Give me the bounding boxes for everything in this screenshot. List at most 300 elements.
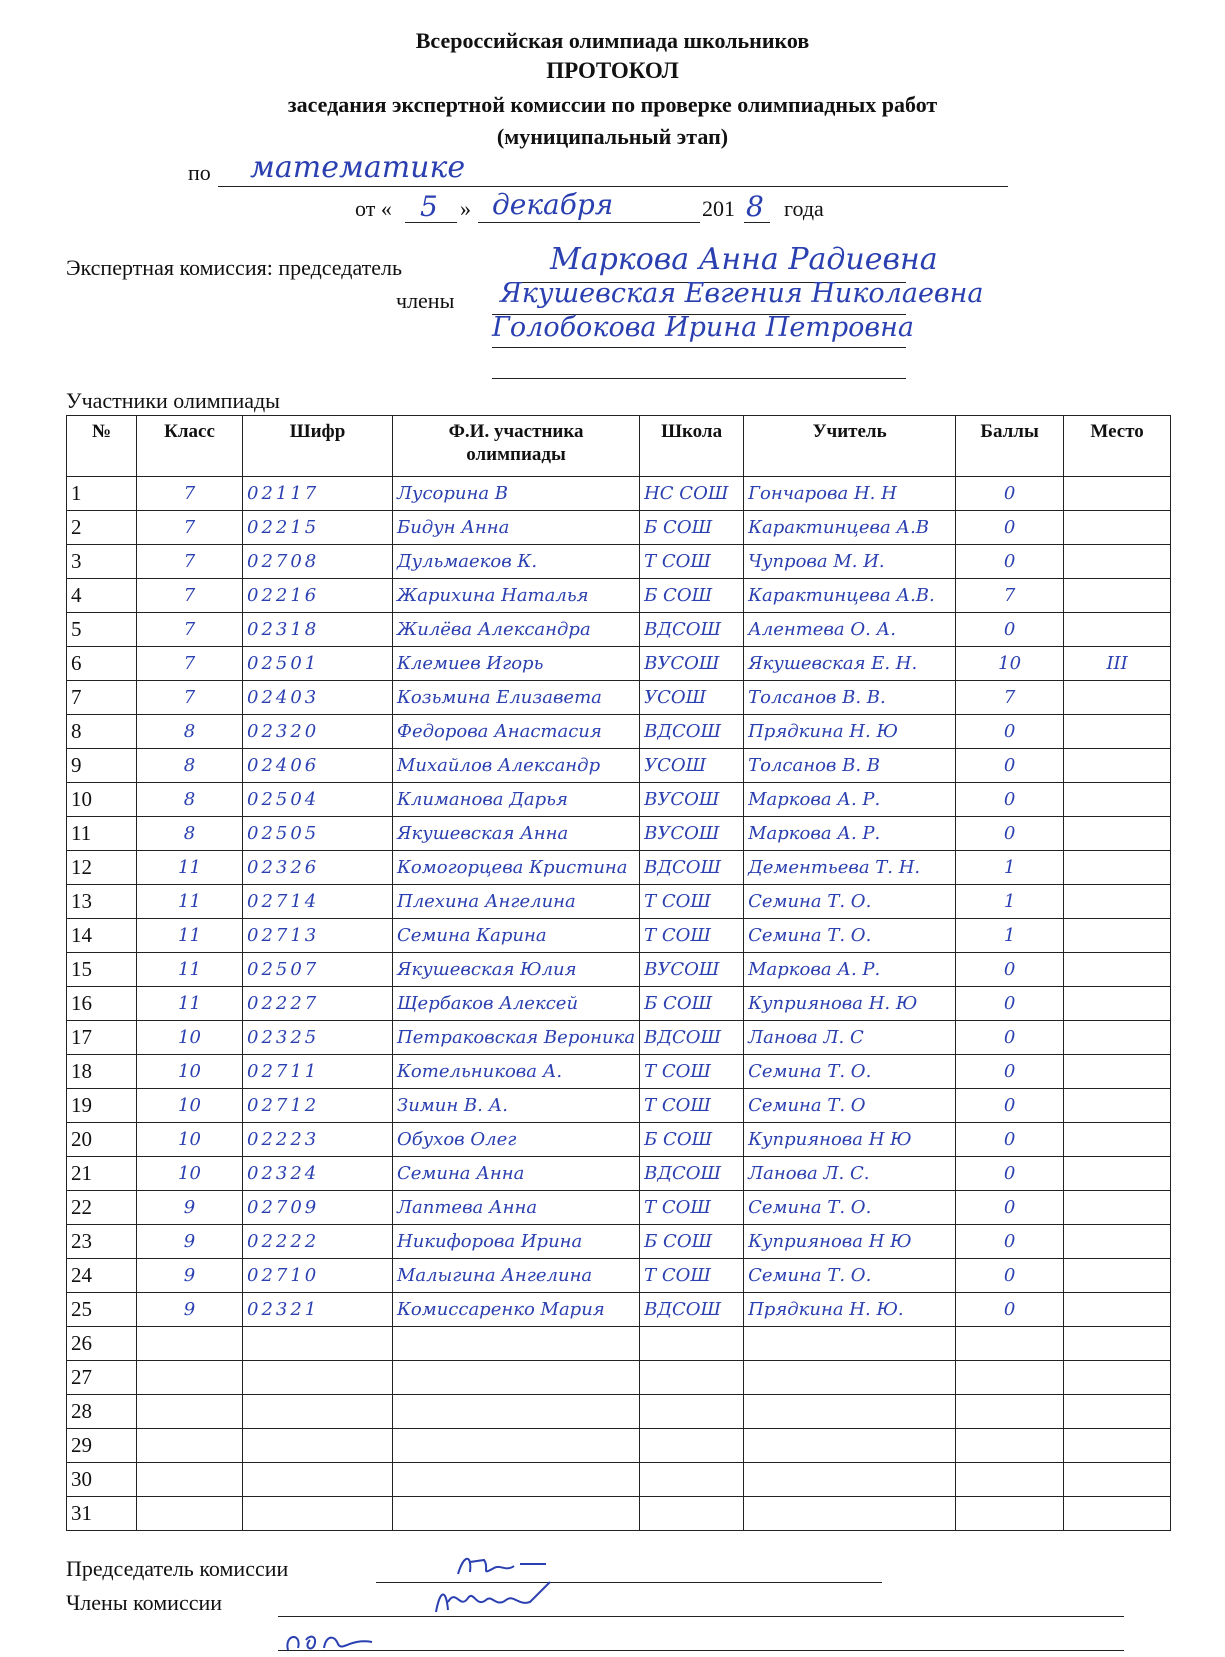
cell-teacher [744,1429,956,1463]
cell-number: 22 [67,1191,137,1225]
cell-participant: Дульмаеков К. [393,545,640,579]
date-prefix: от « [355,196,392,221]
cell-score: 0 [956,511,1064,545]
cell-score: 0 [956,817,1064,851]
cell-participant: Малыгина Ангелина [393,1259,640,1293]
header-teacher: Учитель [744,416,956,477]
cell-place [1064,613,1171,647]
cell-number: 16 [67,987,137,1021]
cell-score: 0 [956,749,1064,783]
cell-number: 10 [67,783,137,817]
cell-teacher: Толсанов В. В. [744,681,956,715]
cell-number: 7 [67,681,137,715]
cell-cipher: 02406 [243,749,393,783]
cell-cipher: 02227 [243,987,393,1021]
cell-place [1064,749,1171,783]
table-row [67,1191,1171,1225]
cell-school: УСОШ [640,681,744,715]
cell-cipher: 02222 [243,1225,393,1259]
cell-teacher: Семина Т. О. [744,1191,956,1225]
date-day: 5 [420,190,438,223]
cell-grade [137,1497,243,1531]
cell-teacher: Куприянова Н Ю [744,1225,956,1259]
table-body [67,477,1171,1531]
table-row [67,1089,1171,1123]
cell-score: 7 [956,681,1064,715]
cell-teacher: Карактинцева А.В [744,511,956,545]
cell-school: Т СОШ [640,885,744,919]
cell-teacher [744,1497,956,1531]
cell-number: 2 [67,511,137,545]
cell-school: Б СОШ [640,987,744,1021]
table-row [67,851,1171,885]
cell-grade: 8 [137,783,243,817]
cell-score: 0 [956,1259,1064,1293]
cell-grade: 7 [137,511,243,545]
cell-cipher: 02505 [243,817,393,851]
cell-school: Т СОШ [640,1089,744,1123]
cell-school [640,1429,744,1463]
cell-grade [137,1463,243,1497]
cell-score: 0 [956,613,1064,647]
table-row [67,1021,1171,1055]
table-row [67,1361,1171,1395]
cell-score: 0 [956,545,1064,579]
cell-grade: 11 [137,987,243,1021]
cell-score [956,1361,1064,1395]
cell-grade: 7 [137,545,243,579]
cell-teacher: Гончарова Н. Н [744,477,956,511]
cell-cipher: 02710 [243,1259,393,1293]
cell-place [1064,511,1171,545]
cell-cipher: 02708 [243,545,393,579]
date-year-digit: 8 [746,190,764,223]
cell-number: 9 [67,749,137,783]
subject-label: по [188,160,211,185]
cell-place [1064,919,1171,953]
member-signature-2 [280,1620,390,1656]
cell-number: 11 [67,817,137,851]
cell-participant: Лусорина В [393,477,640,511]
table-row [67,1395,1171,1429]
header-cipher: Шифр [243,416,393,477]
header-grade: Класс [137,416,243,477]
cell-grade: 10 [137,1157,243,1191]
cell-participant [393,1429,640,1463]
cell-school: Б СОШ [640,511,744,545]
cell-number: 31 [67,1497,137,1531]
cell-number: 18 [67,1055,137,1089]
cell-cipher: 02216 [243,579,393,613]
table-row [67,1123,1171,1157]
cell-participant: Семина Анна [393,1157,640,1191]
cell-score [956,1497,1064,1531]
cell-place [1064,817,1171,851]
cell-school: ВДСОШ [640,613,744,647]
cell-place [1064,953,1171,987]
cell-cipher: 02321 [243,1293,393,1327]
cell-number: 28 [67,1395,137,1429]
commission-chair: Маркова Анна Радиевна [550,242,938,277]
cell-score: 0 [956,1225,1064,1259]
cell-school: Б СОШ [640,1123,744,1157]
chair-signature [450,1548,560,1582]
cell-teacher: Толсанов В. В [744,749,956,783]
table-row [67,477,1171,511]
cell-participant: Петраковская Вероника [393,1021,640,1055]
cell-score: 1 [956,919,1064,953]
cell-place [1064,1055,1171,1089]
subject-value: математике [250,150,466,185]
header-meeting: заседания экспертной комиссии по проверке олимпиадных работ [287,92,938,117]
cell-cipher: 02501 [243,647,393,681]
cell-place [1064,1361,1171,1395]
cell-place [1064,1191,1171,1225]
cell-place [1064,1157,1171,1191]
cell-place [1064,1327,1171,1361]
date-suffix: года [784,196,824,221]
cell-grade: 9 [137,1191,243,1225]
cell-school: Б СОШ [640,579,744,613]
cell-teacher: Куприянова Н. Ю [744,987,956,1021]
cell-score: 0 [956,1293,1064,1327]
cell-cipher: 02504 [243,783,393,817]
table-row [67,1157,1171,1191]
cell-school [640,1361,744,1395]
cell-grade [137,1327,243,1361]
cell-grade: 9 [137,1259,243,1293]
cell-teacher [744,1463,956,1497]
cell-participant: Котельникова А. [393,1055,640,1089]
cell-participant: Климанова Дарья [393,783,640,817]
cell-score: 7 [956,579,1064,613]
cell-school: УСОШ [640,749,744,783]
cell-place [1064,885,1171,919]
member-signature-1 [430,1578,580,1618]
cell-number: 1 [67,477,137,511]
cell-teacher [744,1395,956,1429]
cell-school: ВДСОШ [640,1021,744,1055]
cell-place [1064,987,1171,1021]
cell-grade: 11 [137,953,243,987]
footer-chair-label: Председатель комиссии [66,1556,289,1581]
cell-score: 1 [956,885,1064,919]
subject-underline [218,186,1008,187]
cell-cipher: 02318 [243,613,393,647]
header-school: Школа [640,416,744,477]
cell-score: 0 [956,1021,1064,1055]
cell-place [1064,715,1171,749]
cell-grade: 11 [137,919,243,953]
commission-label: Экспертная комиссия: председатель [66,255,403,280]
cell-school [640,1395,744,1429]
cell-place [1064,1123,1171,1157]
footer-members-label: Члены комиссии [66,1590,223,1615]
cell-score: 0 [956,1089,1064,1123]
cell-place [1064,1395,1171,1429]
cell-cipher: 02714 [243,885,393,919]
cell-participant: Комогорцева Кристина [393,851,640,885]
cell-teacher: Куприянова Н Ю [744,1123,956,1157]
cell-place [1064,477,1171,511]
cell-number: 19 [67,1089,137,1123]
cell-score: 0 [956,477,1064,511]
table-row [67,783,1171,817]
cell-cipher [243,1395,393,1429]
cell-school [640,1497,744,1531]
cell-school: ВУСОШ [640,817,744,851]
cell-teacher: Алентева О. А. [744,613,956,647]
cell-grade: 7 [137,647,243,681]
cell-grade: 8 [137,749,243,783]
cell-grade: 10 [137,1123,243,1157]
cell-score: 1 [956,851,1064,885]
header-place: Место [1064,416,1171,477]
cell-place: III [1064,647,1171,681]
cell-place [1064,1089,1171,1123]
cell-school: ВДСОШ [640,851,744,885]
cell-participant [393,1395,640,1429]
cell-school: НС СОШ [640,477,744,511]
cell-place [1064,1293,1171,1327]
cell-cipher: 02713 [243,919,393,953]
cell-participant: Плехина Ангелина [393,885,640,919]
header-olympiad: Всероссийская олимпиада школьников [415,28,810,53]
table-row [67,545,1171,579]
cell-score [956,1327,1064,1361]
cell-grade: 10 [137,1021,243,1055]
table-row [67,1225,1171,1259]
table-row [67,919,1171,953]
cell-cipher: 02712 [243,1089,393,1123]
participants-label: Участники олимпиады [66,388,280,413]
cell-number: 20 [67,1123,137,1157]
cell-number: 12 [67,851,137,885]
cell-cipher: 02223 [243,1123,393,1157]
table-row [67,1293,1171,1327]
cell-grade: 11 [137,885,243,919]
cell-cipher [243,1463,393,1497]
cell-cipher: 02507 [243,953,393,987]
cell-number: 25 [67,1293,137,1327]
cell-place [1064,851,1171,885]
cell-cipher [243,1429,393,1463]
cell-number: 21 [67,1157,137,1191]
cell-place [1064,1021,1171,1055]
commission-member-2: Голобокова Ирина Петровна [492,312,915,343]
cell-number: 24 [67,1259,137,1293]
cell-participant: Якушевская Анна [393,817,640,851]
header-participant: Ф.И. участника олимпиады [393,416,640,477]
cell-grade: 7 [137,579,243,613]
table-row [67,647,1171,681]
cell-school: Т СОШ [640,1191,744,1225]
cell-cipher: 02709 [243,1191,393,1225]
cell-number: 26 [67,1327,137,1361]
cell-number: 4 [67,579,137,613]
cell-teacher: Ланова Л. С [744,1021,956,1055]
cell-teacher: Прядкина Н. Ю. [744,1293,956,1327]
date-month: декабря [492,188,614,221]
cell-cipher: 02326 [243,851,393,885]
table-row [67,681,1171,715]
cell-number: 6 [67,647,137,681]
cell-teacher: Семина Т. О. [744,885,956,919]
cell-teacher: Семина Т. О. [744,919,956,953]
cell-participant: Зимин В. А. [393,1089,640,1123]
cell-score: 0 [956,987,1064,1021]
cell-teacher: Семина Т. О. [744,1259,956,1293]
table-row [67,1055,1171,1089]
cell-teacher [744,1361,956,1395]
cell-grade: 7 [137,613,243,647]
table-row [67,1327,1171,1361]
cell-number: 13 [67,885,137,919]
cell-grade [137,1361,243,1395]
table-row [67,1259,1171,1293]
table-row [67,885,1171,919]
cell-number: 23 [67,1225,137,1259]
table-row [67,715,1171,749]
cell-teacher: Маркова А. Р. [744,953,956,987]
cell-teacher: Семина Т. О [744,1089,956,1123]
cell-grade: 7 [137,681,243,715]
cell-number: 14 [67,919,137,953]
cell-score [956,1395,1064,1429]
cell-cipher: 02324 [243,1157,393,1191]
cell-grade: 8 [137,715,243,749]
commission-member-1: Якушевская Евгения Николаевна [500,278,984,309]
cell-cipher: 02320 [243,715,393,749]
table-row [67,953,1171,987]
cell-number: 27 [67,1361,137,1395]
cell-participant: Якушевская Юлия [393,953,640,987]
cell-cipher: 02403 [243,681,393,715]
cell-cipher: 02215 [243,511,393,545]
cell-teacher: Прядкина Н. Ю [744,715,956,749]
cell-participant [393,1361,640,1395]
cell-participant [393,1463,640,1497]
cell-teacher: Маркова А. Р. [744,783,956,817]
cell-grade: 10 [137,1089,243,1123]
month-underline [478,222,700,223]
cell-teacher: Карактинцева А.В. [744,579,956,613]
cell-place [1064,1259,1171,1293]
table-row [67,579,1171,613]
cell-place [1064,1429,1171,1463]
cell-school: ВУСОШ [640,783,744,817]
cell-number: 8 [67,715,137,749]
cell-grade: 7 [137,477,243,511]
cell-participant: Бидун Анна [393,511,640,545]
table-row [67,1429,1171,1463]
cell-grade [137,1429,243,1463]
cell-school: ВДСОШ [640,715,744,749]
cell-score [956,1429,1064,1463]
cell-participant: Лаптева Анна [393,1191,640,1225]
header-number: № [67,416,137,477]
header-protocol: ПРОТОКОЛ [546,58,679,83]
cell-score: 0 [956,1191,1064,1225]
member2-underline [492,347,906,348]
cell-grade: 11 [137,851,243,885]
cell-place [1064,545,1171,579]
cell-school [640,1327,744,1361]
cell-school: ВУСОШ [640,953,744,987]
cell-score: 0 [956,1123,1064,1157]
cell-cipher [243,1497,393,1531]
cell-place [1064,783,1171,817]
cell-number: 30 [67,1463,137,1497]
cell-grade: 9 [137,1293,243,1327]
cell-participant: Жилёва Александра [393,613,640,647]
cell-participant: Жарихина Наталья [393,579,640,613]
protocol-table [66,415,1171,1531]
cell-teacher: Чупрова М. И. [744,545,956,579]
date-mid: » [460,196,471,221]
cell-score [956,1463,1064,1497]
cell-number: 3 [67,545,137,579]
cell-teacher: Ланова Л. С. [744,1157,956,1191]
cell-cipher: 02711 [243,1055,393,1089]
cell-cipher [243,1361,393,1395]
cell-score: 0 [956,1055,1064,1089]
table-row [67,817,1171,851]
cell-school: Т СОШ [640,1259,744,1293]
cell-score: 0 [956,1157,1064,1191]
cell-number: 29 [67,1429,137,1463]
cell-score: 0 [956,783,1064,817]
cell-place [1064,1225,1171,1259]
cell-participant: Щербаков Алексей [393,987,640,1021]
cell-score: 0 [956,953,1064,987]
cell-participant: Обухов Олег [393,1123,640,1157]
cell-cipher: 02117 [243,477,393,511]
cell-grade [137,1395,243,1429]
table-row [67,749,1171,783]
cell-school: Б СОШ [640,1225,744,1259]
cell-number: 5 [67,613,137,647]
cell-school: Т СОШ [640,919,744,953]
cell-score: 0 [956,715,1064,749]
cell-participant [393,1327,640,1361]
cell-grade: 9 [137,1225,243,1259]
member3-underline [492,378,906,379]
table-row [67,511,1171,545]
members-signature-line-2 [278,1650,1124,1651]
cell-place [1064,1497,1171,1531]
cell-place [1064,1463,1171,1497]
cell-participant [393,1497,640,1531]
cell-number: 15 [67,953,137,987]
table-header-row [67,416,1171,477]
table-row [67,613,1171,647]
members-signature-line-1 [278,1616,1124,1617]
cell-teacher [744,1327,956,1361]
cell-cipher [243,1327,393,1361]
members-label: члены [396,288,455,313]
cell-participant: Козьмина Елизавета [393,681,640,715]
date-year-prefix: 201 [702,196,735,221]
cell-teacher: Якушевская Е. Н. [744,647,956,681]
cell-grade: 8 [137,817,243,851]
cell-teacher: Дементьева Т. Н. [744,851,956,885]
cell-score: 10 [956,647,1064,681]
cell-participant: Комиссаренко Мария [393,1293,640,1327]
table-row [67,1463,1171,1497]
cell-school [640,1463,744,1497]
header-stage: (муниципальный этап) [496,124,729,149]
